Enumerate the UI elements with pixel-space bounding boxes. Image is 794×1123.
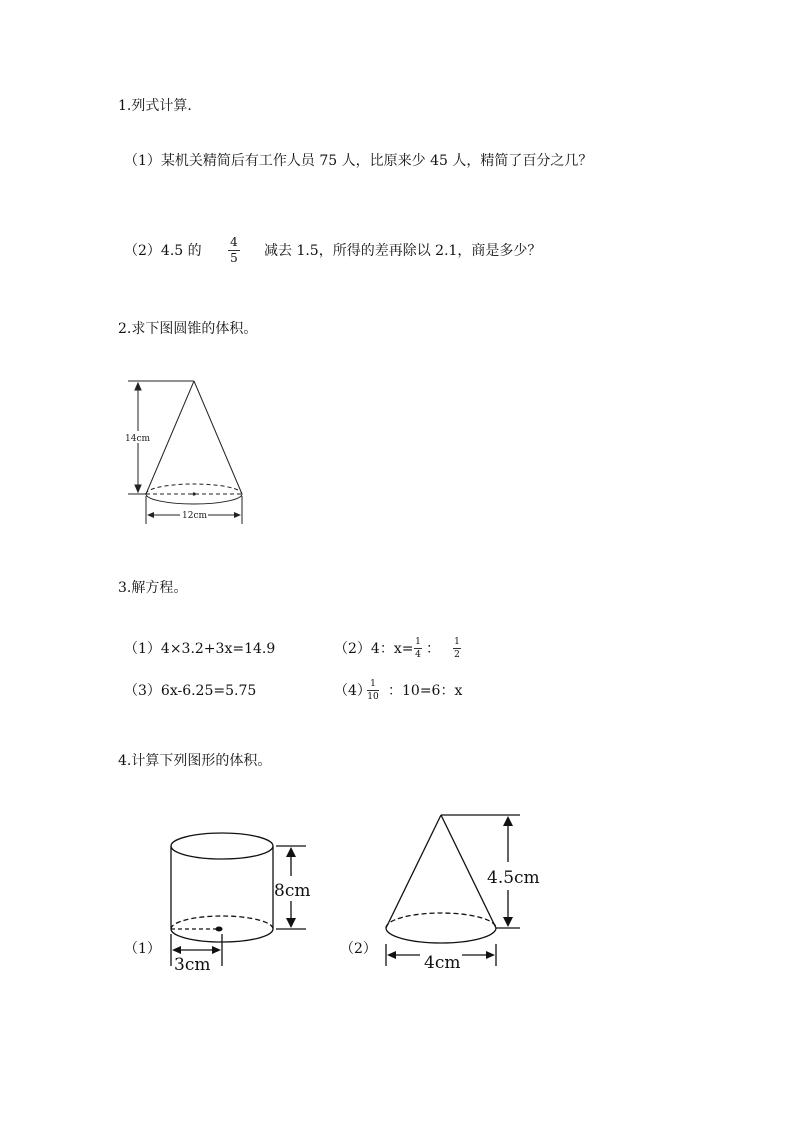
arrow-down-icon (503, 917, 513, 927)
fraction-denominator: 2 (454, 650, 460, 660)
fraction-denominator: 10 (367, 692, 379, 702)
figure-2-label: （2） (340, 941, 377, 957)
cone-figure (386, 815, 520, 966)
equation-3: （3）6x-6.25=5.75 (124, 683, 257, 699)
fraction-numerator: 1 (415, 637, 421, 647)
arrow-up-icon (503, 816, 513, 826)
cylinder-center-point (216, 927, 223, 932)
diameter-label: 12cm (182, 511, 208, 521)
equation-4-prefix: （4） (334, 683, 371, 699)
height-label: 14cm (125, 434, 151, 444)
q1-part2-suffix: 减去 1.5，所得的差再除以 2.1，商是多少？ (264, 243, 542, 259)
q3-title: 3.解方程。 (118, 580, 188, 596)
arrow-right-icon (486, 951, 495, 959)
figure-1-label: （1） (124, 941, 161, 957)
arrow-up-icon (286, 847, 296, 857)
q4-title: 4.计算下列图形的体积。 (118, 753, 272, 769)
fraction-numerator: 4 (230, 235, 238, 249)
equation-4-suffix: ：10=6：x (388, 683, 463, 699)
fraction-denominator: 4 (415, 650, 421, 660)
cylinder-radius-label: 3cm (174, 955, 211, 975)
q1-title: 1.列式计算. (118, 98, 192, 114)
cylinder-base-back (171, 916, 273, 929)
cone-height-label: 4.5cm (487, 868, 540, 888)
equation-1: （1）4×3.2+3x=14.9 (124, 641, 276, 657)
q1-part2-prefix: （2）4.5 的 (124, 243, 202, 259)
equation-2-separator: ： (426, 641, 440, 657)
cylinder-height-label: 8cm (274, 881, 311, 901)
arrow-right-icon (212, 946, 221, 954)
fraction-denominator: 5 (230, 251, 238, 265)
arrow-left-icon (387, 951, 396, 959)
arrow-down-icon (286, 918, 296, 928)
cylinder-top (171, 833, 273, 859)
equation-2-prefix: （2）4：x= (334, 641, 414, 657)
fraction-numerator: 1 (454, 637, 460, 647)
cone-left-side (386, 815, 441, 928)
q1-part1-text: （1）某机关精简后有工作人员 75 人，比原来少 45 人，精简了百分之几？ (124, 153, 593, 169)
arrow-left-icon (172, 946, 181, 954)
cone-diameter-label: 4cm (424, 953, 461, 973)
q2-title: 2.求下图圆锥的体积。 (118, 321, 258, 337)
cone-base-front (386, 928, 496, 943)
fraction-numerator: 1 (370, 679, 376, 689)
cone-base-back (386, 913, 496, 928)
